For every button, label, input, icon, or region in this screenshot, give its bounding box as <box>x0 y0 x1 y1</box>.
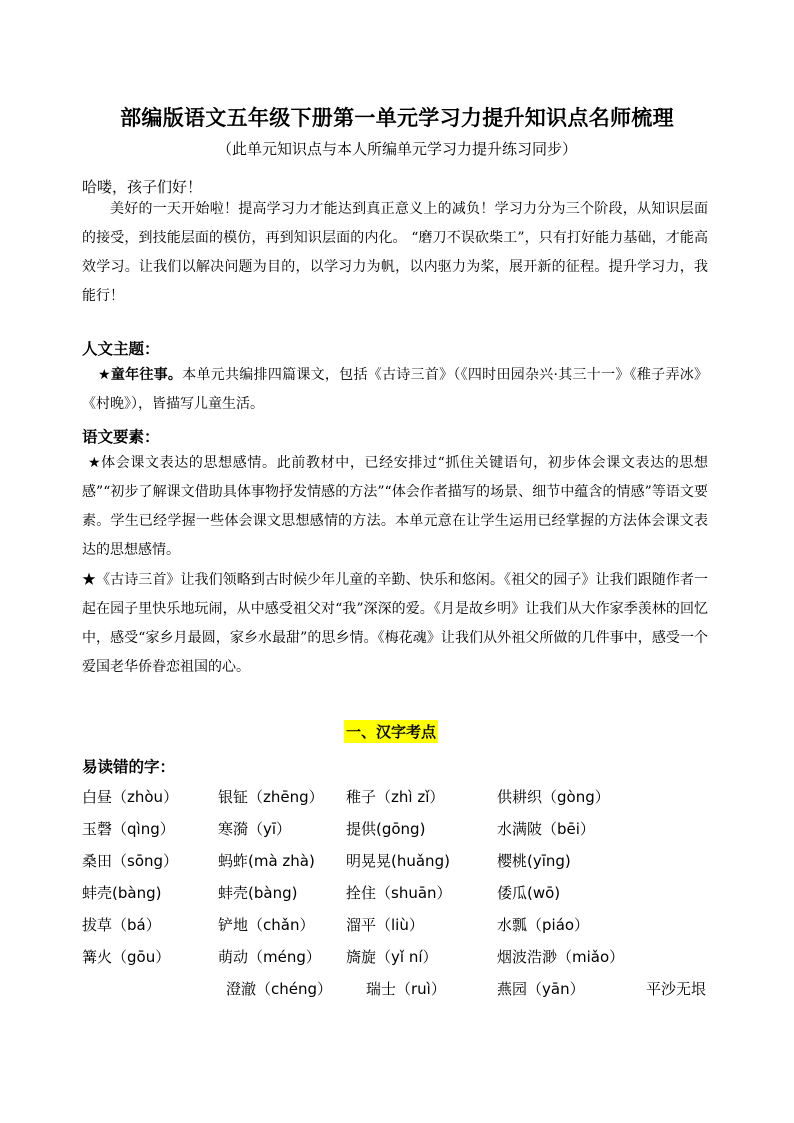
elements-paragraph-2: ★《古诗三首》让我们领略到古时候少年儿童的辛勤、快乐和悠闲。《祖父的园子》让我们跟随作者一起在园子里快乐地玩闹，从中感受祖父对“我”深深的爱。《月是故乡明》让我们从大作家季羡林的回忆中，感受“家乡月最圆，家乡水最甜”的思乡情。《梅花魂》让我们从外祖父所做的几件事中，感受一个爱国老华侨眷恋祖国的心。 <box>82 572 708 675</box>
word-item: 银钲（zhēng） <box>218 788 324 806</box>
page-title: 部编版语文五年级下册第一单元学习力提升知识点名师梳理 <box>120 106 674 130</box>
word-item: 樱桃(yīng) <box>497 852 571 870</box>
word-item: 拴住（shuān） <box>346 884 452 902</box>
section-subheading: 易读错的字： <box>82 758 176 776</box>
elements-heading: 语文要素： <box>82 428 160 446</box>
word-item: 倭瓜(wō) <box>497 884 561 902</box>
word-item: 蚂蚱(mà zhà) <box>218 852 315 870</box>
word-item: 旖旋（yǐ ní） <box>346 948 438 966</box>
word-item: 拔草（bá） <box>82 916 161 934</box>
word-item: 玉磬（qìng） <box>82 820 175 838</box>
greeting: 哈喽，孩子们好！ <box>82 178 203 196</box>
word-item: 白昼（zhòu） <box>82 788 179 806</box>
elements-p1-text: 此前教材中，已经安排过“抓住关键语句，初步体会课文表达的思想感”“初步了解课文借助具体事物抒发情感的方法”“体会作者描写的场景、细节中蕴含的情感”等语文要素。学生已经学握一些体会课文思想感情的方法。本单元意在让学生运用已经掌握的方法体会课文表达的思想感情。 <box>82 455 708 558</box>
word-item: 水满陂（bēi） <box>497 820 595 838</box>
theme-heading: 人文主题： <box>82 340 160 358</box>
theme-star-label: ★童年往事。 <box>98 367 183 383</box>
elements-paragraph-1 <box>82 449 708 565</box>
word-item: 平沙无垠 <box>646 980 707 998</box>
word-item: 蚌壳(bàng) <box>82 884 162 902</box>
word-item: 瑞士（ruì） <box>366 980 446 998</box>
intro-paragraph: 美好的一天开始啦！提高学习力才能达到真正意义上的减负！学习力分为三个阶段，从知识层面的接受，到技能层面的模仿，再到知识层面的内化。 “磨刀不误砍柴工”，只有打好能力基础，才能高效学习。让我们以解决问题为目的，以学习力为帆，以内驱力为桨，展开新的征程。提升学习力，我能行！ <box>82 201 708 304</box>
word-item: 溜平（liù） <box>346 916 424 934</box>
word-item: 稚子（zhì zǐ） <box>346 788 445 806</box>
section-title: 一、汉字考点 <box>344 720 438 743</box>
theme-paragraph <box>82 361 708 419</box>
word-item: 烟波浩渺（miǎo） <box>497 948 625 966</box>
word-item: 水瓢（piáo） <box>497 916 590 934</box>
word-item: 明晃晃(huǎng) <box>346 852 450 870</box>
page-subtitle: （此单元知识点与本人所编单元学习力提升练习同步） <box>216 140 577 158</box>
word-item: 燕园（yān） <box>497 980 585 998</box>
word-item: 篝火（gōu） <box>82 948 171 966</box>
word-item: 铲地（chǎn） <box>218 916 315 934</box>
word-item: 蚌壳(bàng) <box>218 884 298 902</box>
word-item: 提供(gōng) <box>346 820 426 838</box>
word-item: 桑田（sōng） <box>82 852 179 870</box>
word-item: 供耕织（gòng） <box>497 788 610 806</box>
word-item: 澄澈（chéng） <box>226 980 333 998</box>
word-item: 萌动（méng） <box>218 948 321 966</box>
word-item: 寒漪（yī） <box>218 820 292 838</box>
theme-text: 本单元共编排四篇课文，包括《古诗三首》（《四时田园杂兴·其三十一》《稚子弄冰》《村晚》），皆描写儿童生活。 <box>82 367 708 412</box>
elements-star-label: ★体会课文表达的思想感情。 <box>88 455 277 471</box>
